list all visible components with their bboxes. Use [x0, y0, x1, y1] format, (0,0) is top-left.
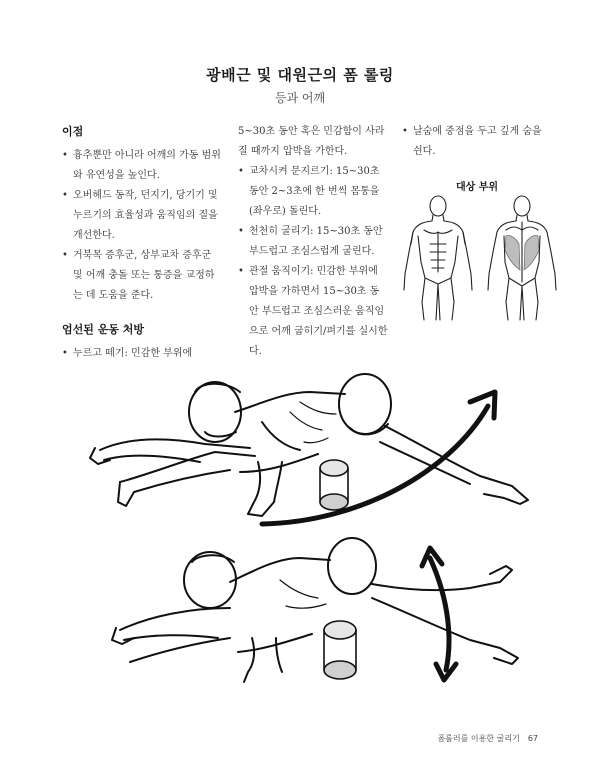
- protocol-item: • 천천히 굴리기: 15~30초 동안 부드럽고 조심스럽게 굴린다.: [238, 222, 388, 262]
- column-3: [402, 122, 552, 198]
- column-1: [62, 122, 222, 364]
- protocol-item-text: 누르고 떼기: 민감한 부위에: [73, 348, 193, 359]
- protocol-heading: 엄선된 운동 처방: [62, 323, 145, 336]
- back-figure-icon: [488, 196, 556, 320]
- protocol-item: • 교차시켜 문지르기: 15~30초 동안 2~3초에 한 번씩 몸통을 (좌우로) 돌린다.: [238, 162, 388, 222]
- footer-book-title: 폼롤러를 이용한 굴리기: [437, 734, 520, 743]
- page-number: 67: [527, 734, 538, 743]
- rotation-arrow-1-icon: [262, 392, 495, 524]
- exercise-figure-1-icon: [90, 374, 528, 516]
- target-area-heading: 대상 부위: [455, 182, 499, 193]
- page-title: 광배근 및 대원근의 폼 롤링: [206, 66, 394, 84]
- exercise-illustration-icon: [0, 352, 600, 684]
- benefit-item: • 오버헤드 동작, 던지기, 당기기 및 누르기의 효율성과 움직임의 질을 개선한다.: [62, 186, 222, 246]
- flexion-extension-arrow-icon: [422, 548, 456, 680]
- page-footer: [437, 733, 538, 744]
- anatomy-figure-icon: [398, 192, 568, 324]
- front-figure-icon: [404, 196, 472, 320]
- protocol-list-part2: [238, 162, 388, 362]
- protocol-list-part3: [402, 122, 552, 162]
- benefits-list: [62, 146, 222, 306]
- benefit-item: • 거북목 증후군, 상부교차 증후군 및 어깨 충돌 또는 통증을 교정하는 데 도움을 준다.: [62, 246, 222, 306]
- benefits-heading: 이점: [62, 125, 84, 138]
- exercise-figure-2-icon: [112, 538, 518, 682]
- protocol-item: • 관절 움직이기: 민감한 부위에 압박을 가하면서 15~30초 동안 부드럽고 조심스러운 움직임으로 어깨 굽히기/펴기를 실시한다.: [238, 262, 388, 362]
- protocol-item: • 날숨에 중점을 두고 깊게 숨을 쉰다.: [402, 122, 552, 162]
- column-2: [238, 122, 388, 362]
- foam-roller-2-icon: [324, 621, 356, 679]
- protocol-item-continued: 5~30초 동안 혹은 민감함이 사라질 때까지 압박을 가한다.: [238, 126, 385, 157]
- benefit-item: • 흉추뿐만 아니라 어깨의 가동 범위와 유연성을 높인다.: [62, 146, 222, 186]
- page-subtitle: 등과 어깨: [274, 91, 326, 105]
- foam-roller-1-icon: [320, 460, 348, 510]
